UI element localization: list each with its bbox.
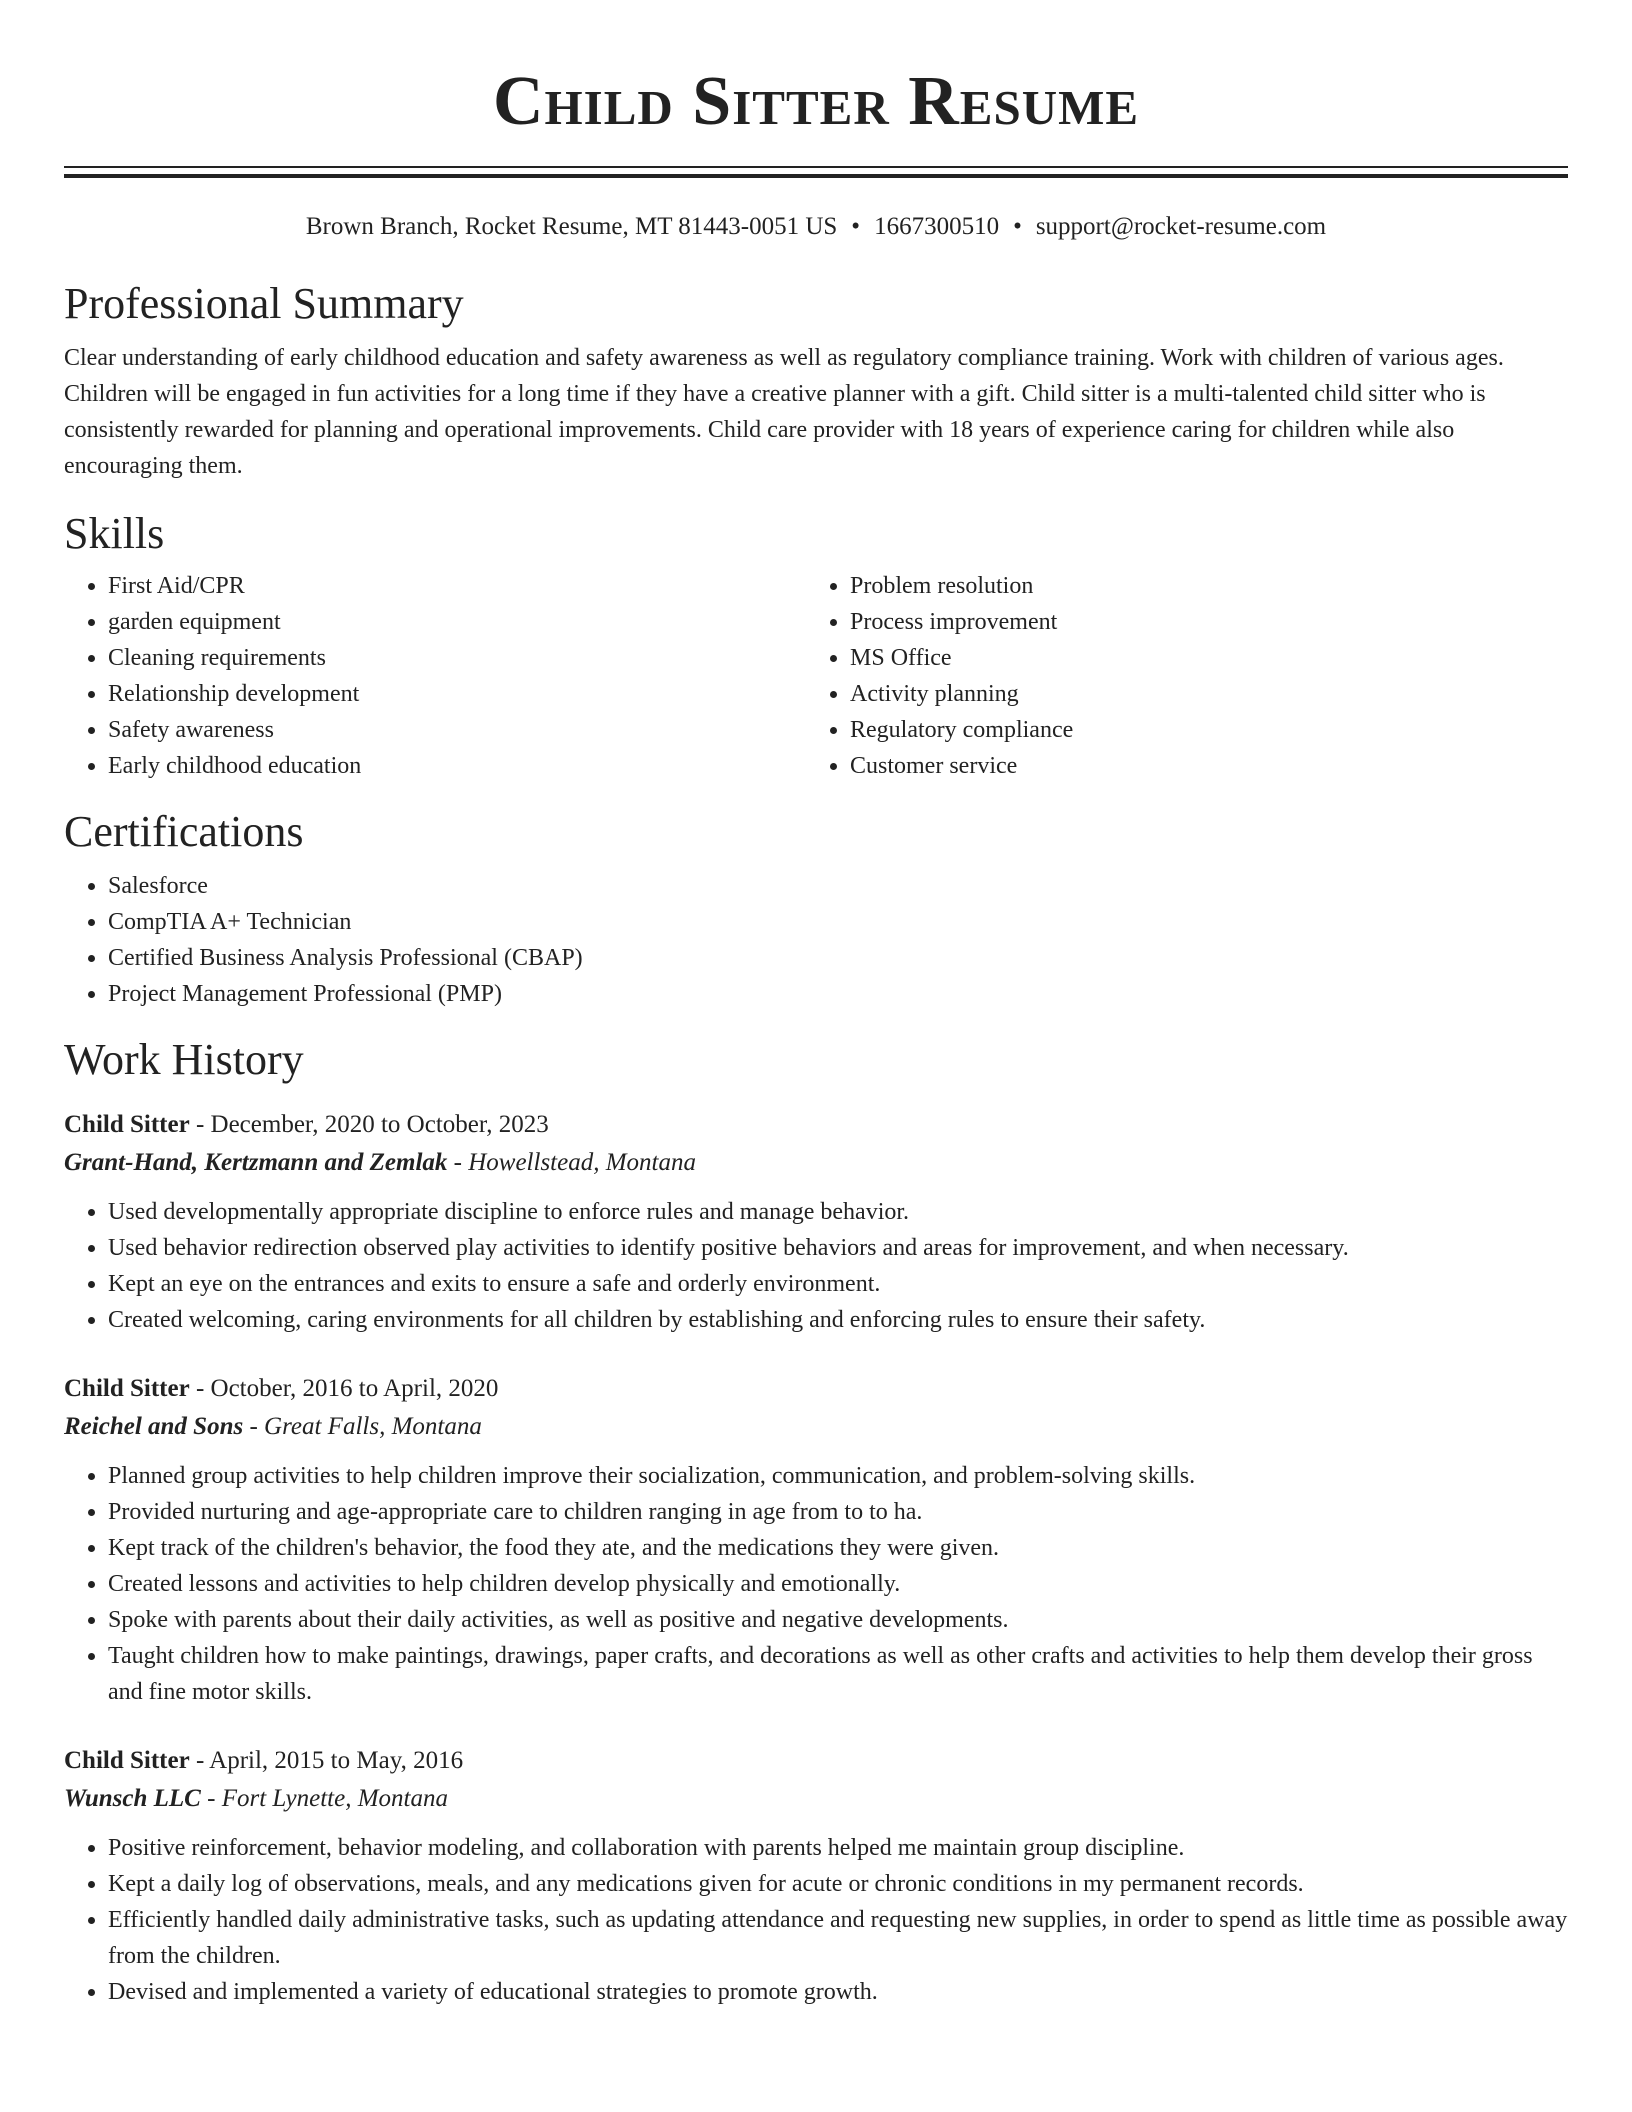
job-company: Reichel and Sons (64, 1413, 244, 1440)
contact-phone: 1667300510 (874, 213, 1000, 240)
job-entry (64, 1106, 1568, 1338)
skill-item: • MS Office (850, 640, 1548, 676)
skill-item: • Safety awareness (108, 712, 806, 748)
job-duty: • Taught children how to make paintings, drawings, paper crafts, and decorations as well as other crafts and activities to help them develop their gross and fine motor skills. (108, 1638, 1568, 1710)
job-dates: April, 2015 to May, 2016 (209, 1747, 464, 1774)
certifications-heading: Certifications (64, 807, 304, 856)
job-duties-list (64, 1194, 1568, 1338)
job-dates: December, 2020 to October, 2023 (210, 1111, 549, 1138)
job-duty: • Spoke with parents about their daily activities, as well as positive and negative developments. (108, 1602, 1568, 1638)
certification-item: • Project Management Professional (PMP) (108, 976, 1568, 1012)
skill-item: • Activity planning (850, 676, 1548, 712)
skill-item: • Problem resolution (850, 568, 1548, 604)
contact-line (64, 212, 1568, 242)
skills-list-left (64, 568, 806, 784)
job-location: Great Falls, Montana (264, 1413, 482, 1440)
job-duty: • Created lessons and activities to help children develop physically and emotionally. (108, 1566, 1568, 1602)
job-company: Grant-Hand, Kertzmann and Zemlak (64, 1149, 448, 1176)
job-location: Howellstead, Montana (468, 1149, 696, 1176)
certifications-list (64, 868, 1568, 1012)
job-entry (64, 1742, 1568, 2010)
job-dash: - (195, 1111, 205, 1138)
job-duties-list (64, 1830, 1568, 2010)
summary-heading: Professional Summary (64, 279, 464, 328)
document-title: Child Sitter Resume (492, 63, 1140, 140)
skills-column-left (64, 568, 806, 784)
job-title: Child Sitter (64, 1111, 190, 1138)
job-duty: • Used developmentally appropriate discipline to enforce rules and manage behavior. (108, 1194, 1568, 1230)
job-entry (64, 1370, 1568, 1710)
skill-item: • garden equipment (108, 604, 806, 640)
job-duty: • Positive reinforcement, behavior modeling, and collaboration with parents helped me maintain group discipline. (108, 1830, 1568, 1866)
skill-item: • Regulatory compliance (850, 712, 1548, 748)
job-employer (64, 1144, 1568, 1182)
contact-separator: • (851, 213, 861, 240)
job-duty: • Planned group activities to help children improve their socialization, communication, and problem-solving skills. (108, 1458, 1568, 1494)
job-duty: • Kept a daily log of observations, meals, and any medications given for acute or chronic conditions in my permanent records. (108, 1866, 1568, 1902)
job-employer (64, 1408, 1568, 1446)
contact-address: Brown Branch, Rocket Resume, MT 81443-0051 US (305, 213, 838, 240)
skill-item: • Process improvement (850, 604, 1548, 640)
job-duty: • Used behavior redirection observed play activities to identify positive behaviors and areas for improvement, and when necessary. (108, 1230, 1568, 1266)
job-dates: October, 2016 to April, 2020 (210, 1375, 499, 1402)
job-title: Child Sitter (64, 1747, 190, 1774)
skills-heading: Skills (64, 509, 165, 558)
job-duty: • Kept an eye on the entrances and exits to ensure a safe and orderly environment. (108, 1266, 1568, 1302)
job-duty: • Efficiently handled daily administrative tasks, such as updating attendance and requesting new supplies, in order to spend as little time as possible away from the children. (108, 1902, 1568, 1974)
job-employer (64, 1780, 1568, 1818)
skill-item: • Early childhood education (108, 748, 806, 784)
skills-list-right (806, 568, 1548, 784)
skill-item: • Cleaning requirements (108, 640, 806, 676)
job-duty: • Provided nurturing and age-appropriate care to children ranging in age from to to ha. (108, 1494, 1568, 1530)
skill-item: • First Aid/CPR (108, 568, 806, 604)
job-duty: • Created welcoming, caring environments for all children by establishing and enforcing rules to ensure their safety. (108, 1302, 1568, 1338)
job-dash: - (195, 1375, 205, 1402)
skill-item: • Customer service (850, 748, 1548, 784)
contact-separator: • (1013, 213, 1022, 240)
job-header (64, 1370, 1568, 1408)
job-title: Child Sitter (64, 1375, 190, 1402)
skill-item: • Relationship development (108, 676, 806, 712)
job-dash: - (249, 1413, 258, 1440)
job-location: Fort Lynette, Montana (221, 1785, 448, 1812)
skills-grid (64, 568, 1568, 784)
contact-email: support@rocket-resume.com (1035, 213, 1327, 240)
job-dash: - (207, 1785, 216, 1812)
job-duty: • Devised and implemented a variety of educational strategies to promote growth. (108, 1974, 1568, 2010)
certification-item: • Salesforce (108, 868, 1568, 904)
job-duties-list (64, 1458, 1568, 1710)
certification-item: • CompTIA A+ Technician (108, 904, 1568, 940)
summary-text: Clear understanding of early childhood education and safety awareness as well as regulatory compliance training. Work with children of various ages. Children will be engaged in fun activities for a long time if they have a creative planner with a gift. Child sitter is a multi-talented child sitter who is consistently rewarded for planning and operational improvements. Child care provider with 18 years of experience caring for children while also encouraging them. (64, 345, 1504, 479)
job-header (64, 1742, 1568, 1780)
certification-item: • Certified Business Analysis Professional (CBAP) (108, 940, 1568, 976)
job-company: Wunsch LLC (64, 1785, 201, 1812)
work-history-heading: Work History (64, 1035, 304, 1084)
job-header (64, 1106, 1568, 1144)
title-divider-thick (64, 174, 1568, 178)
job-dash: - (195, 1747, 205, 1774)
title-divider-thin (64, 166, 1568, 168)
job-dash: - (453, 1149, 462, 1176)
job-duty: • Kept track of the children's behavior, the food they ate, and the medications they were given. (108, 1530, 1568, 1566)
skills-column-right (806, 568, 1548, 784)
